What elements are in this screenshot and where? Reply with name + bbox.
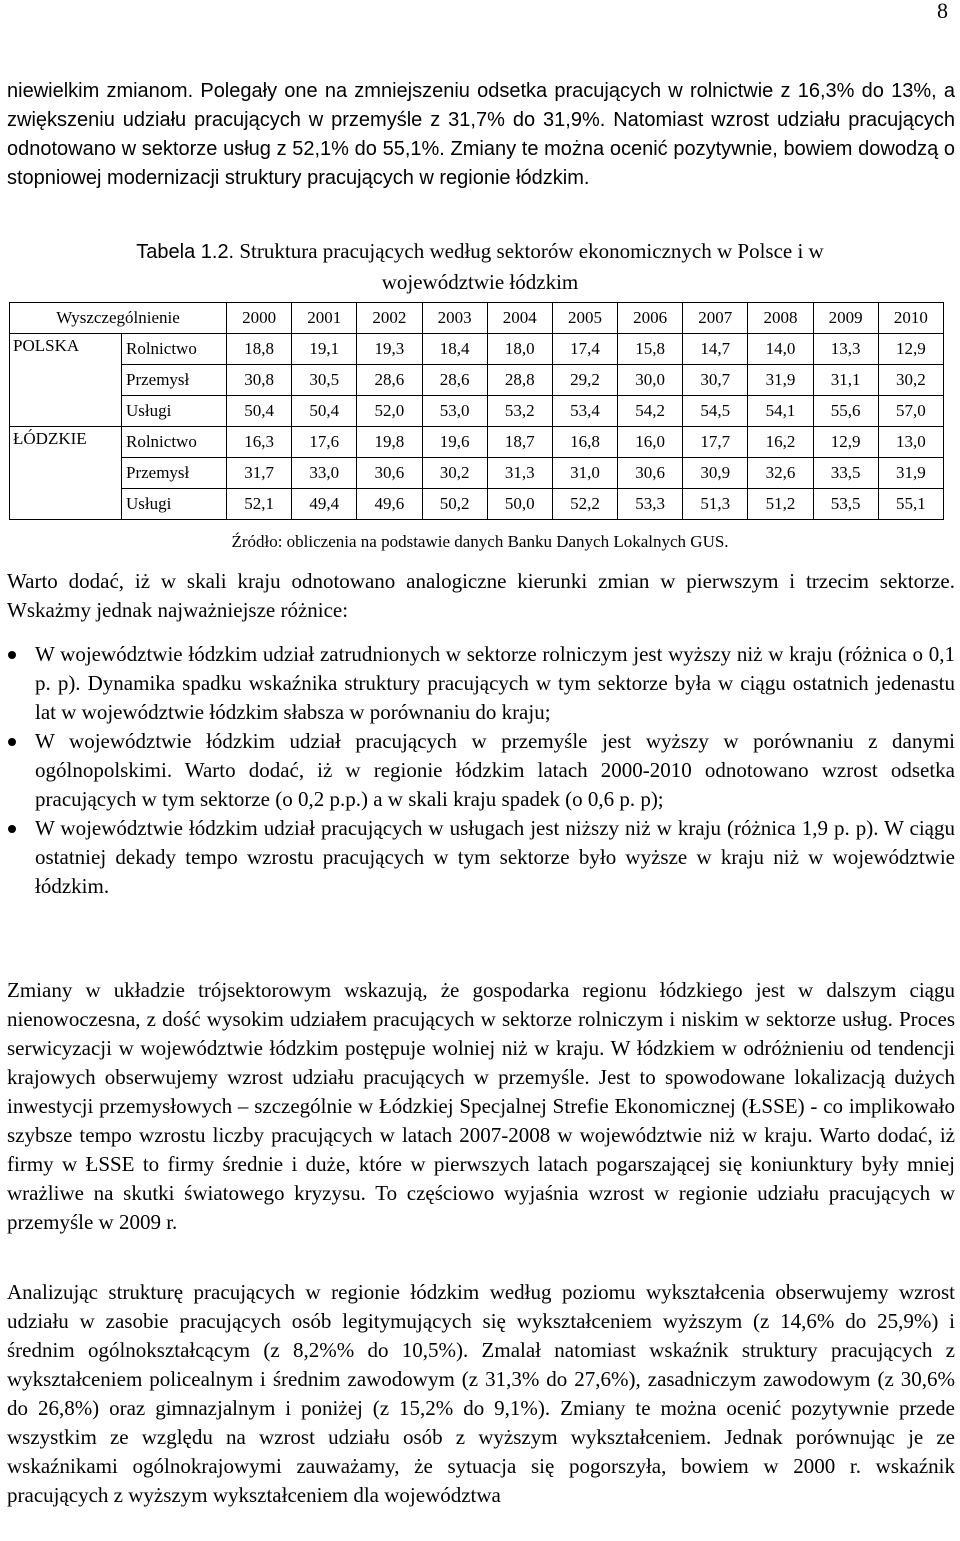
table-row	[10, 396, 944, 427]
sector-cell: Usługi	[122, 396, 227, 427]
value-cell: 57,0	[878, 396, 943, 427]
header-cell-year: 2008	[748, 303, 813, 334]
list-item: W województwie łódzkim udział zatrudnionych w sektorze rolniczym jest wyższy niż w kraju (różnica o 0,1 p. p). Dynamika spadku wskaźnika struktury pracujących w tym sektorze była w ciągu ostatnich jedenastu lat w województwie łódzkim słabsza w porównaniu do kraju;	[0, 640, 955, 727]
header-cell-year: 2003	[422, 303, 487, 334]
value-cell: 50,4	[292, 396, 357, 427]
value-cell: 30,6	[357, 458, 422, 489]
value-cell: 17,7	[683, 427, 748, 458]
header-cell-spec: Wyszczególnienie	[10, 303, 227, 334]
region-cell: POLSKA	[10, 334, 122, 427]
value-cell: 53,4	[552, 396, 617, 427]
sector-cell: Przemysł	[122, 458, 227, 489]
value-cell: 18,8	[227, 334, 292, 365]
bullet-icon	[8, 825, 16, 833]
value-cell: 53,5	[813, 489, 878, 520]
value-cell: 18,7	[487, 427, 552, 458]
sector-cell: Przemysł	[122, 365, 227, 396]
region-cell: ŁÓDZKIE	[10, 427, 122, 520]
table-row	[10, 365, 944, 396]
table-caption-label: Tabela 1.2.	[136, 241, 235, 263]
value-cell: 19,1	[292, 334, 357, 365]
value-cell: 50,4	[227, 396, 292, 427]
header-cell-year: 2000	[227, 303, 292, 334]
value-cell: 33,5	[813, 458, 878, 489]
value-cell: 28,8	[487, 365, 552, 396]
value-cell: 31,7	[227, 458, 292, 489]
header-cell-year: 2009	[813, 303, 878, 334]
value-cell: 54,1	[748, 396, 813, 427]
value-cell: 30,9	[683, 458, 748, 489]
bullet-icon	[8, 738, 16, 746]
page-number: 8	[937, 0, 948, 23]
value-cell: 16,0	[618, 427, 683, 458]
value-cell: 28,6	[357, 365, 422, 396]
value-cell: 12,9	[813, 427, 878, 458]
value-cell: 31,1	[813, 365, 878, 396]
value-cell: 19,8	[357, 427, 422, 458]
value-cell: 17,4	[552, 334, 617, 365]
intro-paragraph: niewielkim zmianom. Polegały one na zmniejszeniu odsetka pracujących w rolnictwie z 16,3% do 13%, a zwiększeniu udziału pracujących w przemyśle z 31,7% do 31,9%. Natomiast wzrost udziału pracujących odnotowano w sektorze usług z 52,1% do 55,1%. Zmiany te można ocenić pozytywnie, bowiem dowodzą o stopniowej modernizacji struktury pracujących w regionie łódzkim.	[7, 80, 955, 189]
value-cell: 50,0	[487, 489, 552, 520]
sector-cell: Usługi	[122, 489, 227, 520]
value-cell: 13,0	[878, 427, 943, 458]
list-item: W województwie łódzkim udział pracujących w przemyśle jest wyższy w porównaniu z danymi ogólnopolskimi. Warto dodać, iż w regionie łódzkim latach 2000-2010 odnotowano wzrost odsetka pracujących w tym sektorze (o 0,2 p.p.) a w skali kraju spadek (o 0,6 p. p);	[0, 727, 955, 814]
list-item: W województwie łódzkim udział pracujących w usługach jest niższy niż w kraju (różnica 1,9 p. p). W ciągu ostatniej dekady tempo wzrostu pracujących w tym sektorze było wyższe w kraju niż w województwie łódzkim.	[0, 814, 955, 901]
value-cell: 54,5	[683, 396, 748, 427]
value-cell: 31,9	[748, 365, 813, 396]
value-cell: 50,2	[422, 489, 487, 520]
paragraph-after-table: Warto dodać, iż w skali kraju odnotowano analogiczne kierunki zmian w pierwszym i trzecim sektorze. Wskażmy jednak najważniejsze różnice:	[7, 569, 955, 622]
value-cell: 51,2	[748, 489, 813, 520]
table-row	[10, 458, 944, 489]
value-cell: 19,6	[422, 427, 487, 458]
header-cell-year: 2007	[683, 303, 748, 334]
value-cell: 53,2	[487, 396, 552, 427]
header-cell-year: 2001	[292, 303, 357, 334]
header-cell-year: 2004	[487, 303, 552, 334]
value-cell: 31,3	[487, 458, 552, 489]
header-cell-year: 2002	[357, 303, 422, 334]
value-cell: 16,3	[227, 427, 292, 458]
value-cell: 55,1	[878, 489, 943, 520]
value-cell: 18,4	[422, 334, 487, 365]
header-cell-year: 2006	[618, 303, 683, 334]
value-cell: 52,1	[227, 489, 292, 520]
employment-structure-table	[9, 302, 944, 520]
value-cell: 17,6	[292, 427, 357, 458]
value-cell: 31,9	[878, 458, 943, 489]
value-cell: 49,4	[292, 489, 357, 520]
value-cell: 30,0	[618, 365, 683, 396]
value-cell: 14,7	[683, 334, 748, 365]
value-cell: 28,6	[422, 365, 487, 396]
value-cell: 30,5	[292, 365, 357, 396]
value-cell: 30,2	[422, 458, 487, 489]
value-cell: 55,6	[813, 396, 878, 427]
value-cell: 52,2	[552, 489, 617, 520]
value-cell: 14,0	[748, 334, 813, 365]
value-cell: 30,2	[878, 365, 943, 396]
value-cell: 16,8	[552, 427, 617, 458]
table-caption-title-line2: województwie łódzkim	[381, 270, 579, 294]
table-source: Źródło: obliczenia na podstawie danych Banku Danych Lokalnych GUS.	[231, 532, 729, 551]
table-row	[10, 427, 944, 458]
value-cell: 52,0	[357, 396, 422, 427]
value-cell: 30,6	[618, 458, 683, 489]
header-cell-year: 2005	[552, 303, 617, 334]
value-cell: 13,3	[813, 334, 878, 365]
table-caption-title-line1: Struktura pracujących według sektorów ekonomicznych w Polsce i w	[234, 239, 824, 263]
sector-cell: Rolnictwo	[122, 334, 227, 365]
value-cell: 31,0	[552, 458, 617, 489]
value-cell: 54,2	[618, 396, 683, 427]
value-cell: 51,3	[683, 489, 748, 520]
paragraph-education: Analizując strukturę pracujących w regionie łódzkim według poziomu wykształcenia obserwujemy wzrost udziału w zasobie pracujących osób legitymujących się wykształceniem wyższym (z 14,6% do 25,9%) i średnim ogólnokształcącym (z 8,2%% do 10,5%). Zmalał natomiast wskaźnik struktury pracujących z wykształceniem policealnym i średnim zawodowym (z 31,3% do 27,6%), zasadniczym zawodowym (z 30,6% do 26,8%) oraz gimnazjalnym i poniżej (z 15,2% do 9,1%). Zmiany te można ocenić pozytywnie przede wszystkim ze względu na wzrost udziału osób z wyższym wykształceniem. Jednak porównując je ze wskaźnikami ogólnokrajowymi zauważamy, że sytuacja się pogorszyła, bowiem w 2000 r. wskaźnik pracujących z wyższym wykształceniem dla województwa	[7, 1280, 955, 1507]
value-cell: 33,0	[292, 458, 357, 489]
table-row	[10, 334, 944, 365]
table-caption	[0, 236, 960, 297]
table-row	[10, 489, 944, 520]
table-header-row	[10, 303, 944, 334]
differences-list	[0, 640, 955, 901]
value-cell: 19,3	[357, 334, 422, 365]
sector-cell: Rolnictwo	[122, 427, 227, 458]
bullet-icon	[8, 651, 16, 659]
value-cell: 12,9	[878, 334, 943, 365]
value-cell: 16,2	[748, 427, 813, 458]
value-cell: 53,3	[618, 489, 683, 520]
value-cell: 18,0	[487, 334, 552, 365]
paragraph-three-sector: Zmiany w układzie trójsektorowym wskazują, że gospodarka regionu łódzkiego jest w dalszym ciągu nienowoczesna, z dość wysokim udziałem pracujących w sektorze rolniczym i niskim w sektorze usług. Proces serwicyzacji w województwie łódzkim postępuje wolniej niż w kraju. W łódzkiem w odróżnieniu od tendencji krajowych obserwujemy wzrost udziału pracujących w przemyśle. Jest to spowodowane lokalizacją dużych inwestycji przemysłowych – szczególnie w Łódzkiej Specjalnej Strefie Ekonomicznej (ŁSSE) - co implikowało szybsze tempo wzrostu liczby pracujących w latach 2007-2008 w województwie niż w kraju. Warto dodać, iż firmy w ŁSSE to firmy średnie i duże, które w pierwszych latach pogarszającej się koniunktury były mniej wrażliwe na skutki światowego kryzysu. To częściowo wyjaśnia wzrost w regionie udziału pracujących w przemyśle w 2009 r.	[7, 978, 955, 1234]
value-cell: 30,8	[227, 365, 292, 396]
value-cell: 30,7	[683, 365, 748, 396]
value-cell: 49,6	[357, 489, 422, 520]
value-cell: 32,6	[748, 458, 813, 489]
header-cell-year: 2010	[878, 303, 943, 334]
value-cell: 29,2	[552, 365, 617, 396]
value-cell: 53,0	[422, 396, 487, 427]
value-cell: 15,8	[618, 334, 683, 365]
